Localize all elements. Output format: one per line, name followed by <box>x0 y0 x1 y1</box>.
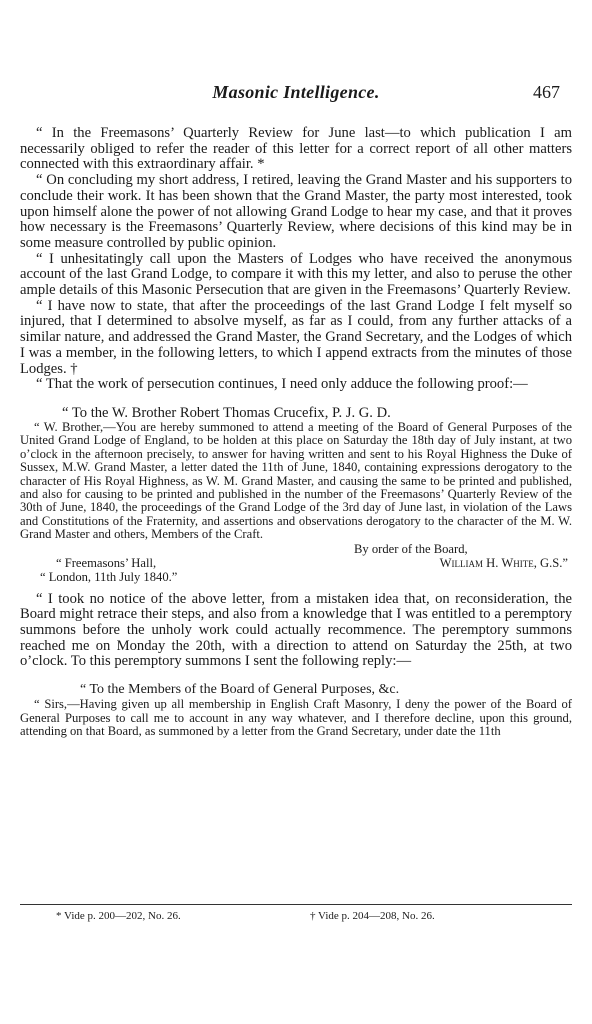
footnotes <box>20 910 572 926</box>
paragraph-1: “ In the Freemasons’ Quarterly Review for June last—to which publication I am necessarily obliged to refer the reader of this letter for a correct report of all other matters connected with this extraordinary affair. * <box>20 125 572 173</box>
letter-1-place: “ Freemasons’ Hall, <box>56 555 157 570</box>
paragraph-2: “ On concluding my short address, I retired, leaving the Grand Master and his supporters to conclude their work. It has been shown that the Grand Master, the party most interested, took upon himself alone the power of not allowing Grand Lodge to hear my case, and that it proves how necessary is the Freemasons’ Quarterly Review, where decisions of this kind may be in some measure controlled by public opinion. <box>20 172 572 251</box>
page-header <box>20 82 572 106</box>
paragraph-5: “ That the work of persecution continues, I need only adduce the following proof:— <box>36 376 528 393</box>
page-body <box>20 126 572 738</box>
letter-2-body: “ Sirs,—Having given up all membership in English Craft Masonry, I deny the power of the Board of General Purposes to call me to account in any way whatever, and I therefore decline, upon this ground, attending on that Board, as summoned by a letter from the Grand Secretary, under date the 11th <box>20 697 572 738</box>
letter-1-body: “ W. Brother,—You are hereby summoned to attend a meeting of the Board of General Purposes of the United Grand Lodge of England, to be holden at this place on Saturday the 18th day of July instant, at two o’clock in the afternoon precisely, to answer for having written and sent to his Royal Highness the Duke of Sussex, M.W. Grand Master, a letter dated the 11th of June, 1840, containing expressions derogatory to the character of His Royal Highness, as W. M. Grand Master, and causing the same to be printed and published, and also for causing to be printed and published in the number of the Freemasons’ Quarterly Review of the 30th of June, 1840, the proceedings of the Grand Lodge of the 3rd day of June last, in violation of the Laws and Constitutions of the Fraternity, and assertions and observations derogatory to the character of the M. W. Grand Master and others, Members of the Craft. <box>20 419 572 542</box>
letter-1-date: “ London, 11th July 1840.” <box>40 569 178 584</box>
letter-1-by-order-row <box>20 542 572 556</box>
running-title: Masonic Intelligence. <box>212 82 380 102</box>
paragraph-6: “ I took no notice of the above letter, from a mistaken idea that, on reconsideration, the Board might retrace their steps, and also from a knowledge that I was entitled to a peremptory summons before the unholy work could actually recommence. The peremptory summons reached me on Monday the 20th, with a direction to attend on Saturday the 25th, at two o’clock. To this peremptory summons I sent the following reply:— <box>20 590 572 670</box>
footnote-2: † Vide p. 204—208, No. 26. <box>310 910 435 922</box>
letter-1-address: “ To the W. Brother Robert Thomas Crucefix, P. J. G. D. <box>62 404 391 421</box>
footnote-1: * Vide p. 200—202, No. 26. <box>56 910 181 922</box>
letter-1-date-row <box>20 570 572 584</box>
paragraph-3: “ I unhesitatingly call upon the Masters of Lodges who have received the anonymous account of the last Grand Lodge, to compare it with this my letter, and also to peruse the other ample details of this Masonic Persecution that are given in the Freemasons’ Quarterly Review. <box>20 250 572 299</box>
letter-1-signature: William H. White, G.S.” <box>439 555 568 570</box>
letter-2-address: “ To the Members of the Board of General Purposes, &c. <box>80 682 400 698</box>
letter-1-signature-row <box>20 556 572 570</box>
footnote-rule <box>20 904 572 905</box>
paragraph-4: “ I have now to state, that after the proceedings of the last Grand Lodge I felt myself so injured, that I determined to absolve myself, as far as I could, from any further attacks of a similar nature, and addressed the Grand Master, the Grand Secretary, and the Lodges of which I was a member, in the following letters, to which I append extracts from the minutes of those Lodges. † <box>20 297 572 377</box>
page-number: 467 <box>533 82 560 102</box>
letter-1-by-order: By order of the Board, <box>354 541 468 556</box>
